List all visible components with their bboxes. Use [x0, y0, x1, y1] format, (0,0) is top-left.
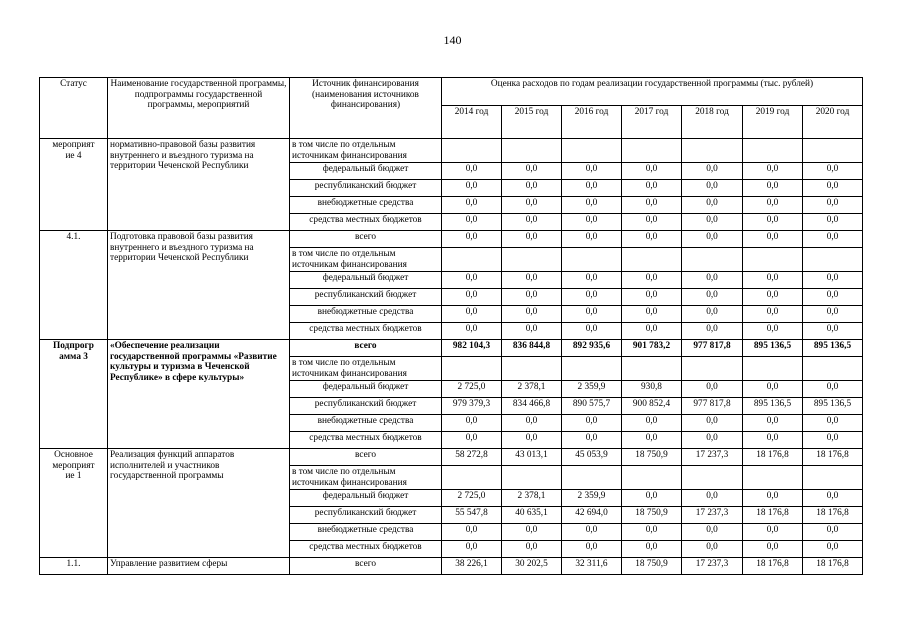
value-cell: [502, 139, 562, 163]
value-cell: 0,0: [442, 272, 502, 289]
table-row: [40, 340, 863, 357]
source-cell: в том числе по отдельным источникам финансирования: [290, 139, 442, 163]
value-cell: 38 226,1: [442, 558, 502, 575]
value-cell: 0,0: [442, 180, 502, 197]
value-cell: 0,0: [682, 541, 743, 558]
value-cell: 0,0: [803, 381, 863, 398]
value-cell: 0,0: [682, 197, 743, 214]
value-cell: 0,0: [562, 541, 622, 558]
value-cell: 0,0: [743, 214, 803, 231]
source-cell: средства местных бюджетов: [290, 432, 442, 449]
source-cell: всего: [290, 558, 442, 575]
value-cell: 32 311,6: [562, 558, 622, 575]
value-cell: 0,0: [502, 524, 562, 541]
header-source: Источник финансирования (наименования источников финансирования): [290, 78, 442, 139]
value-cell: 0,0: [622, 197, 682, 214]
status-cell: мероприят ие 4: [40, 139, 108, 231]
value-cell: 18 750,9: [622, 449, 682, 466]
value-cell: 0,0: [442, 432, 502, 449]
value-cell: 0,0: [803, 415, 863, 432]
value-cell: [562, 466, 622, 490]
value-cell: 900 852,4: [622, 398, 682, 415]
value-cell: 0,0: [803, 541, 863, 558]
value-cell: 0,0: [502, 214, 562, 231]
value-cell: 0,0: [743, 432, 803, 449]
value-cell: 0,0: [562, 306, 622, 323]
value-cell: [502, 466, 562, 490]
value-cell: 0,0: [562, 272, 622, 289]
source-cell: федеральный бюджет: [290, 490, 442, 507]
value-cell: 0,0: [743, 180, 803, 197]
value-cell: [743, 466, 803, 490]
value-cell: 2 378,1: [502, 490, 562, 507]
source-cell: средства местных бюджетов: [290, 323, 442, 340]
source-cell: в том числе по отдельным источникам финансирования: [290, 248, 442, 272]
value-cell: 0,0: [622, 214, 682, 231]
value-cell: 0,0: [622, 180, 682, 197]
value-cell: [442, 139, 502, 163]
value-cell: 892 935,6: [562, 340, 622, 357]
source-cell: средства местных бюджетов: [290, 214, 442, 231]
source-cell: внебюджетные средства: [290, 306, 442, 323]
value-cell: 18 176,8: [803, 507, 863, 524]
value-cell: 0,0: [442, 415, 502, 432]
value-cell: 2 725,0: [442, 381, 502, 398]
value-cell: 0,0: [622, 289, 682, 306]
value-cell: 895 136,5: [743, 398, 803, 415]
value-cell: 0,0: [622, 323, 682, 340]
value-cell: 0,0: [803, 163, 863, 180]
value-cell: 0,0: [682, 323, 743, 340]
value-cell: [682, 248, 743, 272]
value-cell: 836 844,8: [502, 340, 562, 357]
value-cell: 0,0: [502, 323, 562, 340]
value-cell: 18 750,9: [622, 558, 682, 575]
value-cell: 0,0: [803, 197, 863, 214]
value-cell: 0,0: [562, 289, 622, 306]
value-cell: 977 817,8: [682, 398, 743, 415]
source-cell: федеральный бюджет: [290, 381, 442, 398]
value-cell: [562, 248, 622, 272]
header-year: 2020 год: [803, 106, 863, 139]
value-cell: 0,0: [562, 415, 622, 432]
value-cell: 0,0: [803, 231, 863, 248]
value-cell: 834 466,8: [502, 398, 562, 415]
value-cell: 0,0: [743, 524, 803, 541]
source-cell: внебюджетные средства: [290, 524, 442, 541]
value-cell: 0,0: [562, 214, 622, 231]
value-cell: [682, 466, 743, 490]
source-cell: в том числе по отдельным источникам финансирования: [290, 357, 442, 381]
value-cell: 0,0: [562, 323, 622, 340]
value-cell: 0,0: [622, 541, 682, 558]
value-cell: [622, 357, 682, 381]
value-cell: 895 136,5: [803, 340, 863, 357]
value-cell: 18 176,8: [743, 558, 803, 575]
value-cell: 895 136,5: [803, 398, 863, 415]
source-cell: всего: [290, 449, 442, 466]
value-cell: 890 575,7: [562, 398, 622, 415]
source-cell: республиканский бюджет: [290, 289, 442, 306]
value-cell: 0,0: [502, 180, 562, 197]
status-cell: Подпрогр амма 3: [40, 340, 108, 449]
value-cell: 0,0: [562, 163, 622, 180]
value-cell: [803, 357, 863, 381]
header-status: Статус: [40, 78, 108, 139]
value-cell: 0,0: [442, 306, 502, 323]
value-cell: 0,0: [743, 323, 803, 340]
header-year: 2018 год: [682, 106, 743, 139]
value-cell: [682, 139, 743, 163]
value-cell: 58 272,8: [442, 449, 502, 466]
value-cell: 0,0: [743, 289, 803, 306]
value-cell: 0,0: [562, 524, 622, 541]
value-cell: 0,0: [803, 289, 863, 306]
value-cell: 0,0: [502, 163, 562, 180]
value-cell: 0,0: [502, 231, 562, 248]
value-cell: 2 378,1: [502, 381, 562, 398]
header-row: [40, 78, 863, 106]
value-cell: 0,0: [682, 272, 743, 289]
source-cell: средства местных бюджетов: [290, 541, 442, 558]
value-cell: 895 136,5: [743, 340, 803, 357]
value-cell: 18 176,8: [743, 449, 803, 466]
budget-table: [39, 77, 863, 575]
value-cell: 0,0: [622, 524, 682, 541]
value-cell: 0,0: [743, 490, 803, 507]
value-cell: [803, 466, 863, 490]
source-cell: внебюджетные средства: [290, 415, 442, 432]
value-cell: 0,0: [502, 541, 562, 558]
value-cell: 0,0: [743, 163, 803, 180]
table-row: [40, 449, 863, 466]
value-cell: 0,0: [682, 415, 743, 432]
value-cell: [803, 139, 863, 163]
value-cell: 0,0: [803, 490, 863, 507]
value-cell: 0,0: [442, 323, 502, 340]
value-cell: 18 750,9: [622, 507, 682, 524]
page-number: 140: [443, 33, 462, 47]
value-cell: 0,0: [743, 415, 803, 432]
value-cell: [442, 466, 502, 490]
value-cell: 55 547,8: [442, 507, 502, 524]
value-cell: 0,0: [682, 180, 743, 197]
value-cell: 0,0: [803, 306, 863, 323]
value-cell: [682, 357, 743, 381]
value-cell: 0,0: [622, 231, 682, 248]
value-cell: 0,0: [682, 214, 743, 231]
value-cell: 982 104,3: [442, 340, 502, 357]
source-cell: республиканский бюджет: [290, 398, 442, 415]
table-row: [40, 558, 863, 575]
value-cell: [743, 248, 803, 272]
table-body: [40, 139, 863, 575]
header-year: 2016 год: [562, 106, 622, 139]
value-cell: 45 053,9: [562, 449, 622, 466]
value-cell: 0,0: [682, 289, 743, 306]
value-cell: 0,0: [442, 289, 502, 306]
value-cell: 0,0: [743, 306, 803, 323]
source-cell: республиканский бюджет: [290, 507, 442, 524]
value-cell: 40 635,1: [502, 507, 562, 524]
value-cell: 2 359,9: [562, 381, 622, 398]
value-cell: 0,0: [682, 432, 743, 449]
value-cell: 0,0: [502, 272, 562, 289]
value-cell: [502, 248, 562, 272]
value-cell: 0,0: [803, 180, 863, 197]
value-cell: 0,0: [622, 163, 682, 180]
value-cell: 0,0: [743, 231, 803, 248]
source-cell: федеральный бюджет: [290, 272, 442, 289]
name-cell: Подготовка правовой базы развития внутреннего и въездного туризма на территории Чеченской Республики: [108, 231, 290, 340]
source-cell: всего: [290, 340, 442, 357]
value-cell: [562, 357, 622, 381]
value-cell: 0,0: [803, 214, 863, 231]
value-cell: 0,0: [442, 214, 502, 231]
value-cell: 977 817,8: [682, 340, 743, 357]
value-cell: 0,0: [502, 432, 562, 449]
header-year: 2019 год: [743, 106, 803, 139]
value-cell: 0,0: [562, 197, 622, 214]
name-cell: «Обеспечение реализации государственной программы «Развитие культуры и туризма в Чеченской Республике» в сфере культуры»: [108, 340, 290, 449]
value-cell: 0,0: [622, 272, 682, 289]
value-cell: 0,0: [502, 289, 562, 306]
value-cell: 0,0: [682, 231, 743, 248]
value-cell: 0,0: [803, 524, 863, 541]
source-cell: внебюджетные средства: [290, 197, 442, 214]
value-cell: 0,0: [562, 180, 622, 197]
value-cell: 930,8: [622, 381, 682, 398]
value-cell: 0,0: [803, 272, 863, 289]
value-cell: [562, 139, 622, 163]
value-cell: 979 379,3: [442, 398, 502, 415]
value-cell: [442, 248, 502, 272]
value-cell: [803, 248, 863, 272]
value-cell: [442, 357, 502, 381]
value-cell: 18 176,8: [803, 558, 863, 575]
header-year: 2017 год: [622, 106, 682, 139]
table-row: [40, 231, 863, 248]
value-cell: 0,0: [442, 163, 502, 180]
value-cell: 18 176,8: [743, 507, 803, 524]
value-cell: 0,0: [622, 432, 682, 449]
value-cell: 0,0: [622, 306, 682, 323]
source-cell: всего: [290, 231, 442, 248]
header-year: 2014 год: [442, 106, 502, 139]
status-cell: 4.1.: [40, 231, 108, 340]
value-cell: [743, 357, 803, 381]
value-cell: 0,0: [682, 524, 743, 541]
value-cell: 42 694,0: [562, 507, 622, 524]
value-cell: 0,0: [562, 432, 622, 449]
value-cell: 0,0: [622, 415, 682, 432]
value-cell: 0,0: [743, 197, 803, 214]
value-cell: 0,0: [743, 381, 803, 398]
source-cell: в том числе по отдельным источникам финансирования: [290, 466, 442, 490]
header-year: 2015 год: [502, 106, 562, 139]
value-cell: 0,0: [682, 306, 743, 323]
value-cell: 17 237,3: [682, 558, 743, 575]
value-cell: 0,0: [442, 524, 502, 541]
value-cell: 901 783,2: [622, 340, 682, 357]
value-cell: 0,0: [682, 163, 743, 180]
value-cell: 0,0: [682, 381, 743, 398]
value-cell: 0,0: [803, 432, 863, 449]
value-cell: [502, 357, 562, 381]
value-cell: 18 176,8: [803, 449, 863, 466]
value-cell: 0,0: [502, 415, 562, 432]
value-cell: 0,0: [743, 272, 803, 289]
name-cell: Управление развитием сферы: [108, 558, 290, 575]
value-cell: [622, 248, 682, 272]
value-cell: 30 202,5: [502, 558, 562, 575]
value-cell: 0,0: [622, 490, 682, 507]
value-cell: 0,0: [743, 541, 803, 558]
value-cell: 17 237,3: [682, 449, 743, 466]
value-cell: 0,0: [803, 323, 863, 340]
value-cell: 0,0: [682, 490, 743, 507]
status-cell: 1.1.: [40, 558, 108, 575]
value-cell: 0,0: [502, 197, 562, 214]
value-cell: [622, 139, 682, 163]
value-cell: 0,0: [502, 306, 562, 323]
source-cell: республиканский бюджет: [290, 180, 442, 197]
value-cell: 0,0: [442, 541, 502, 558]
name-cell: Реализация функций аппаратов исполнителей и участников государственной программы: [108, 449, 290, 558]
value-cell: 0,0: [442, 231, 502, 248]
header-name: Наименование государственной программы, подпрограммы государственной программы, мероприятий: [108, 78, 290, 139]
value-cell: 0,0: [562, 231, 622, 248]
value-cell: 17 237,3: [682, 507, 743, 524]
name-cell: нормативно-правовой базы развития внутреннего и въездного туризма на территории Чеченской Республики: [108, 139, 290, 231]
status-cell: Основное мероприят ие 1: [40, 449, 108, 558]
value-cell: 2 725,0: [442, 490, 502, 507]
value-cell: [622, 466, 682, 490]
value-cell: [743, 139, 803, 163]
value-cell: 0,0: [442, 197, 502, 214]
header-estimate: Оценка расходов по годам реализации государственной программы (тыс. рублей): [442, 78, 863, 106]
value-cell: 2 359,9: [562, 490, 622, 507]
table-row: [40, 139, 863, 163]
source-cell: федеральный бюджет: [290, 163, 442, 180]
value-cell: 43 013,1: [502, 449, 562, 466]
